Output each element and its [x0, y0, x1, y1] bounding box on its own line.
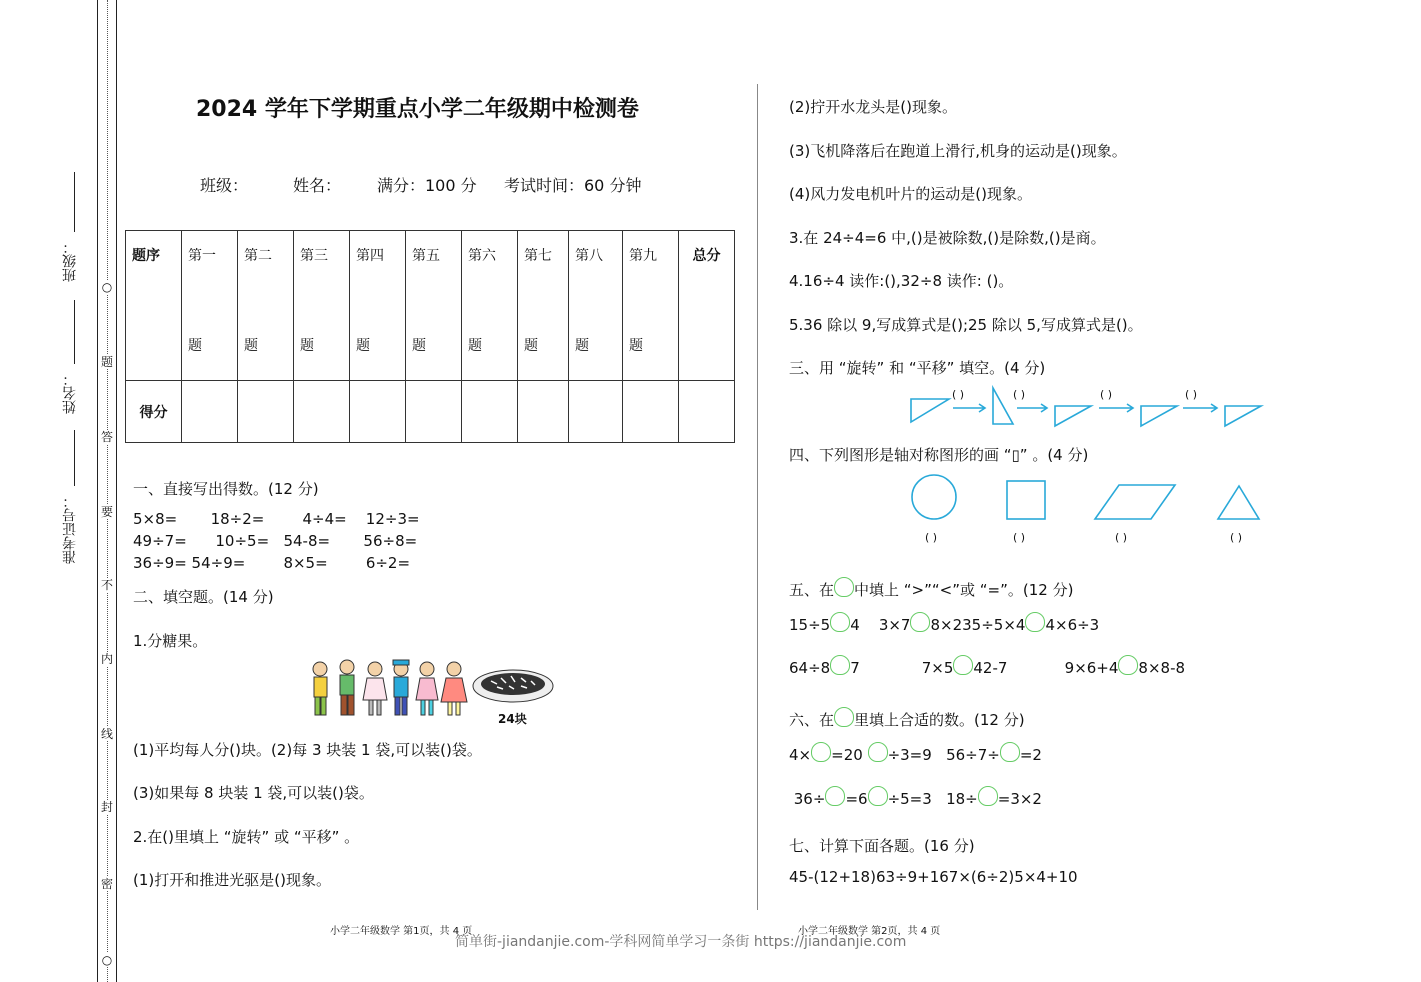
- triangle-shape: [911, 399, 949, 422]
- answer-slot[interactable]: [953, 655, 973, 675]
- answer-slot[interactable]: [834, 577, 854, 597]
- side-line: [74, 300, 75, 364]
- question-4: 4.16÷4 读作:(),32÷8 读作: ()。: [789, 272, 1014, 290]
- section-7-title: 七、计算下面各题。(16 分): [789, 837, 975, 855]
- calc-line: 45-(12+18)63÷9+167×(6÷2)5×4+10: [789, 868, 1078, 886]
- page-divider: [757, 84, 758, 910]
- score-cell[interactable]: [406, 381, 462, 443]
- answer-slot[interactable]: [1118, 655, 1138, 675]
- binding-char: 答: [101, 430, 114, 444]
- question-2c: (3)飞机降落后在跑道上滑行,机身的运动是()现象。: [789, 142, 1127, 160]
- candy-count-label: 24块: [498, 712, 527, 726]
- binding-char: 内: [101, 652, 114, 666]
- answer-slot[interactable]: [1000, 742, 1020, 762]
- score-col: 第三 题: [294, 231, 350, 381]
- answer-slot[interactable]: [834, 707, 854, 727]
- blank-paren: ( ): [1100, 388, 1113, 401]
- question-2a: (1)打开和推进光驱是()现象。: [133, 871, 331, 889]
- score-cell[interactable]: [679, 381, 735, 443]
- score-header-label: 题序: [126, 231, 182, 381]
- answer-slot[interactable]: [978, 786, 998, 806]
- triangle-shape: [1218, 486, 1259, 519]
- candy-plate: [473, 670, 553, 702]
- score-col: 第九 题: [623, 231, 679, 381]
- section-5-title: 五、在 中填上 “>”“<”或 “=”。(12 分): [789, 577, 1073, 600]
- arith-line: 36÷9= 54÷9= 8×5= 6÷2=: [133, 554, 411, 572]
- answer-slot[interactable]: [868, 786, 888, 806]
- section-1-title: 一、直接写出得数。(12 分): [133, 480, 319, 498]
- section-6-title: 六、在 里填上合适的数。(12 分): [789, 707, 1025, 730]
- side-line: [74, 430, 75, 486]
- binding-char: ○: [101, 953, 113, 967]
- blank-paren: ( ): [1013, 388, 1026, 401]
- binding-char: 线: [101, 727, 114, 741]
- fill-line-2: 36÷ =6 ÷5=3 18÷ =3×2: [789, 786, 1042, 808]
- score-col: 第八 题: [569, 231, 623, 381]
- binding-char: 题: [101, 355, 114, 369]
- question-1: 1.分糖果。: [133, 632, 208, 650]
- child-figure: [363, 662, 387, 715]
- blank-paren: ( ): [1185, 388, 1198, 401]
- score-col: 第四 题: [350, 231, 406, 381]
- side-line: [74, 172, 75, 232]
- score-cell[interactable]: [294, 381, 350, 443]
- info-class: 班级：: [200, 176, 249, 195]
- circle-shape: [912, 475, 956, 519]
- question-1a: (1)平均每人分()块。(2)每 3 块装 1 袋,可以装()袋。: [133, 741, 482, 759]
- section-4-title: 四、下列图形是轴对称图形的画 “▯” 。(4 分): [789, 446, 1089, 464]
- compare-line-2: 64÷8 7 7×5 42-7 9×6+4 8×8-8: [789, 655, 1185, 677]
- question-3: 3.在 24÷4=6 中,()是被除数,()是除数,()是商。: [789, 229, 1106, 247]
- question-2b: (2)拧开水龙头是()现象。: [789, 98, 957, 116]
- question-2d: (4)风力发电机叶片的运动是()现象。: [789, 185, 1032, 203]
- blank-paren: ( ): [925, 531, 938, 544]
- blank-paren: ( ): [952, 388, 965, 401]
- info-name: 姓名：: [293, 176, 342, 195]
- score-total-label: 总分: [679, 231, 735, 381]
- blank-paren: ( ): [1115, 531, 1128, 544]
- square-shape: [1007, 481, 1045, 519]
- binding-char: ○: [101, 280, 113, 294]
- answer-slot[interactable]: [830, 612, 850, 632]
- compare-line-1: 15÷5 4 3×7 8×235÷5×4 4×6÷3: [789, 612, 1099, 634]
- score-cell[interactable]: [462, 381, 518, 443]
- binding-char: 封: [101, 800, 114, 814]
- child-figure: [441, 662, 467, 715]
- watermark: 简单街-jiandanjie.com-学科网简单学习一条街 https://jiandanjie.com: [455, 934, 907, 950]
- score-col: 第五 题: [406, 231, 462, 381]
- answer-slot[interactable]: [825, 786, 845, 806]
- score-cell[interactable]: [350, 381, 406, 443]
- side-label-exam-id: 准考证号：: [62, 494, 78, 564]
- score-col: 第一 题: [182, 231, 238, 381]
- arrow-icon: [1183, 404, 1217, 412]
- answer-slot[interactable]: [830, 655, 850, 675]
- arrow-icon: [1099, 404, 1133, 412]
- score-row-label: 得分: [126, 381, 182, 443]
- binding-dotted-line: [107, 0, 108, 982]
- side-label-name: 姓名：: [62, 372, 78, 414]
- score-col: 第七 题: [518, 231, 569, 381]
- score-cell[interactable]: [238, 381, 294, 443]
- section-3-title: 三、用 “旋转” 和 “平移” 填空。(4 分): [789, 359, 1046, 377]
- blank-paren: ( ): [1230, 531, 1243, 544]
- score-cell[interactable]: [569, 381, 623, 443]
- child-figure: [393, 660, 409, 715]
- symmetry-shapes: [905, 472, 1265, 524]
- binding-char: 要: [101, 505, 114, 519]
- answer-slot[interactable]: [811, 742, 831, 762]
- side-label-class: 班级：: [62, 240, 78, 282]
- answer-slot[interactable]: [1025, 612, 1045, 632]
- footer-right: 小学二年级数学 第2页，共 4 页: [798, 926, 941, 937]
- info-time: 考试时间：60 分钟: [504, 176, 642, 195]
- child-figure: [416, 662, 438, 715]
- child-figure: [313, 662, 327, 715]
- arith-line: 49÷7= 10÷5= 54-8= 56÷8=: [133, 532, 418, 550]
- blank-paren: ( ): [1013, 531, 1026, 544]
- arith-line: 5×8= 18÷2= 4÷4= 12÷3=: [133, 510, 420, 528]
- answer-slot[interactable]: [868, 742, 888, 762]
- question-1c: (3)如果每 8 块装 1 袋,可以装()袋。: [133, 784, 374, 802]
- binding-char: 不: [101, 578, 114, 592]
- score-table: [125, 230, 735, 443]
- arrow-icon: [1017, 404, 1047, 412]
- question-5: 5.36 除以 9,写成算式是();25 除以 5,写成算式是()。: [789, 316, 1143, 334]
- child-figure: [340, 660, 354, 715]
- score-cell[interactable]: [182, 381, 238, 443]
- footer-left: 小学二年级数学 第1页，共 4 页: [330, 926, 473, 937]
- triangle-shape: [1055, 406, 1091, 426]
- question-2: 2.在()里填上 “旋转” 或 “平移” 。: [133, 828, 360, 846]
- page-title: 2024 学年下学期重点小学二年级期中检测卷: [196, 97, 639, 122]
- answer-slot[interactable]: [910, 612, 930, 632]
- binding-char: 密: [101, 877, 114, 891]
- score-cell[interactable]: [623, 381, 679, 443]
- score-col: 第六 题: [462, 231, 518, 381]
- section-2-title: 二、填空题。(14 分): [133, 588, 274, 606]
- parallelogram-shape: [1095, 485, 1175, 519]
- triangle-shape: [1141, 406, 1177, 426]
- score-cell[interactable]: [518, 381, 569, 443]
- fill-line-1: 4× =20 ÷3=9 56÷7÷ =2: [789, 742, 1042, 764]
- triangle-shape: [993, 388, 1013, 424]
- score-col: 第二 题: [238, 231, 294, 381]
- arrow-icon: [953, 404, 985, 412]
- info-score: 满分：100 分: [377, 176, 477, 195]
- triangle-shape: [1225, 406, 1261, 426]
